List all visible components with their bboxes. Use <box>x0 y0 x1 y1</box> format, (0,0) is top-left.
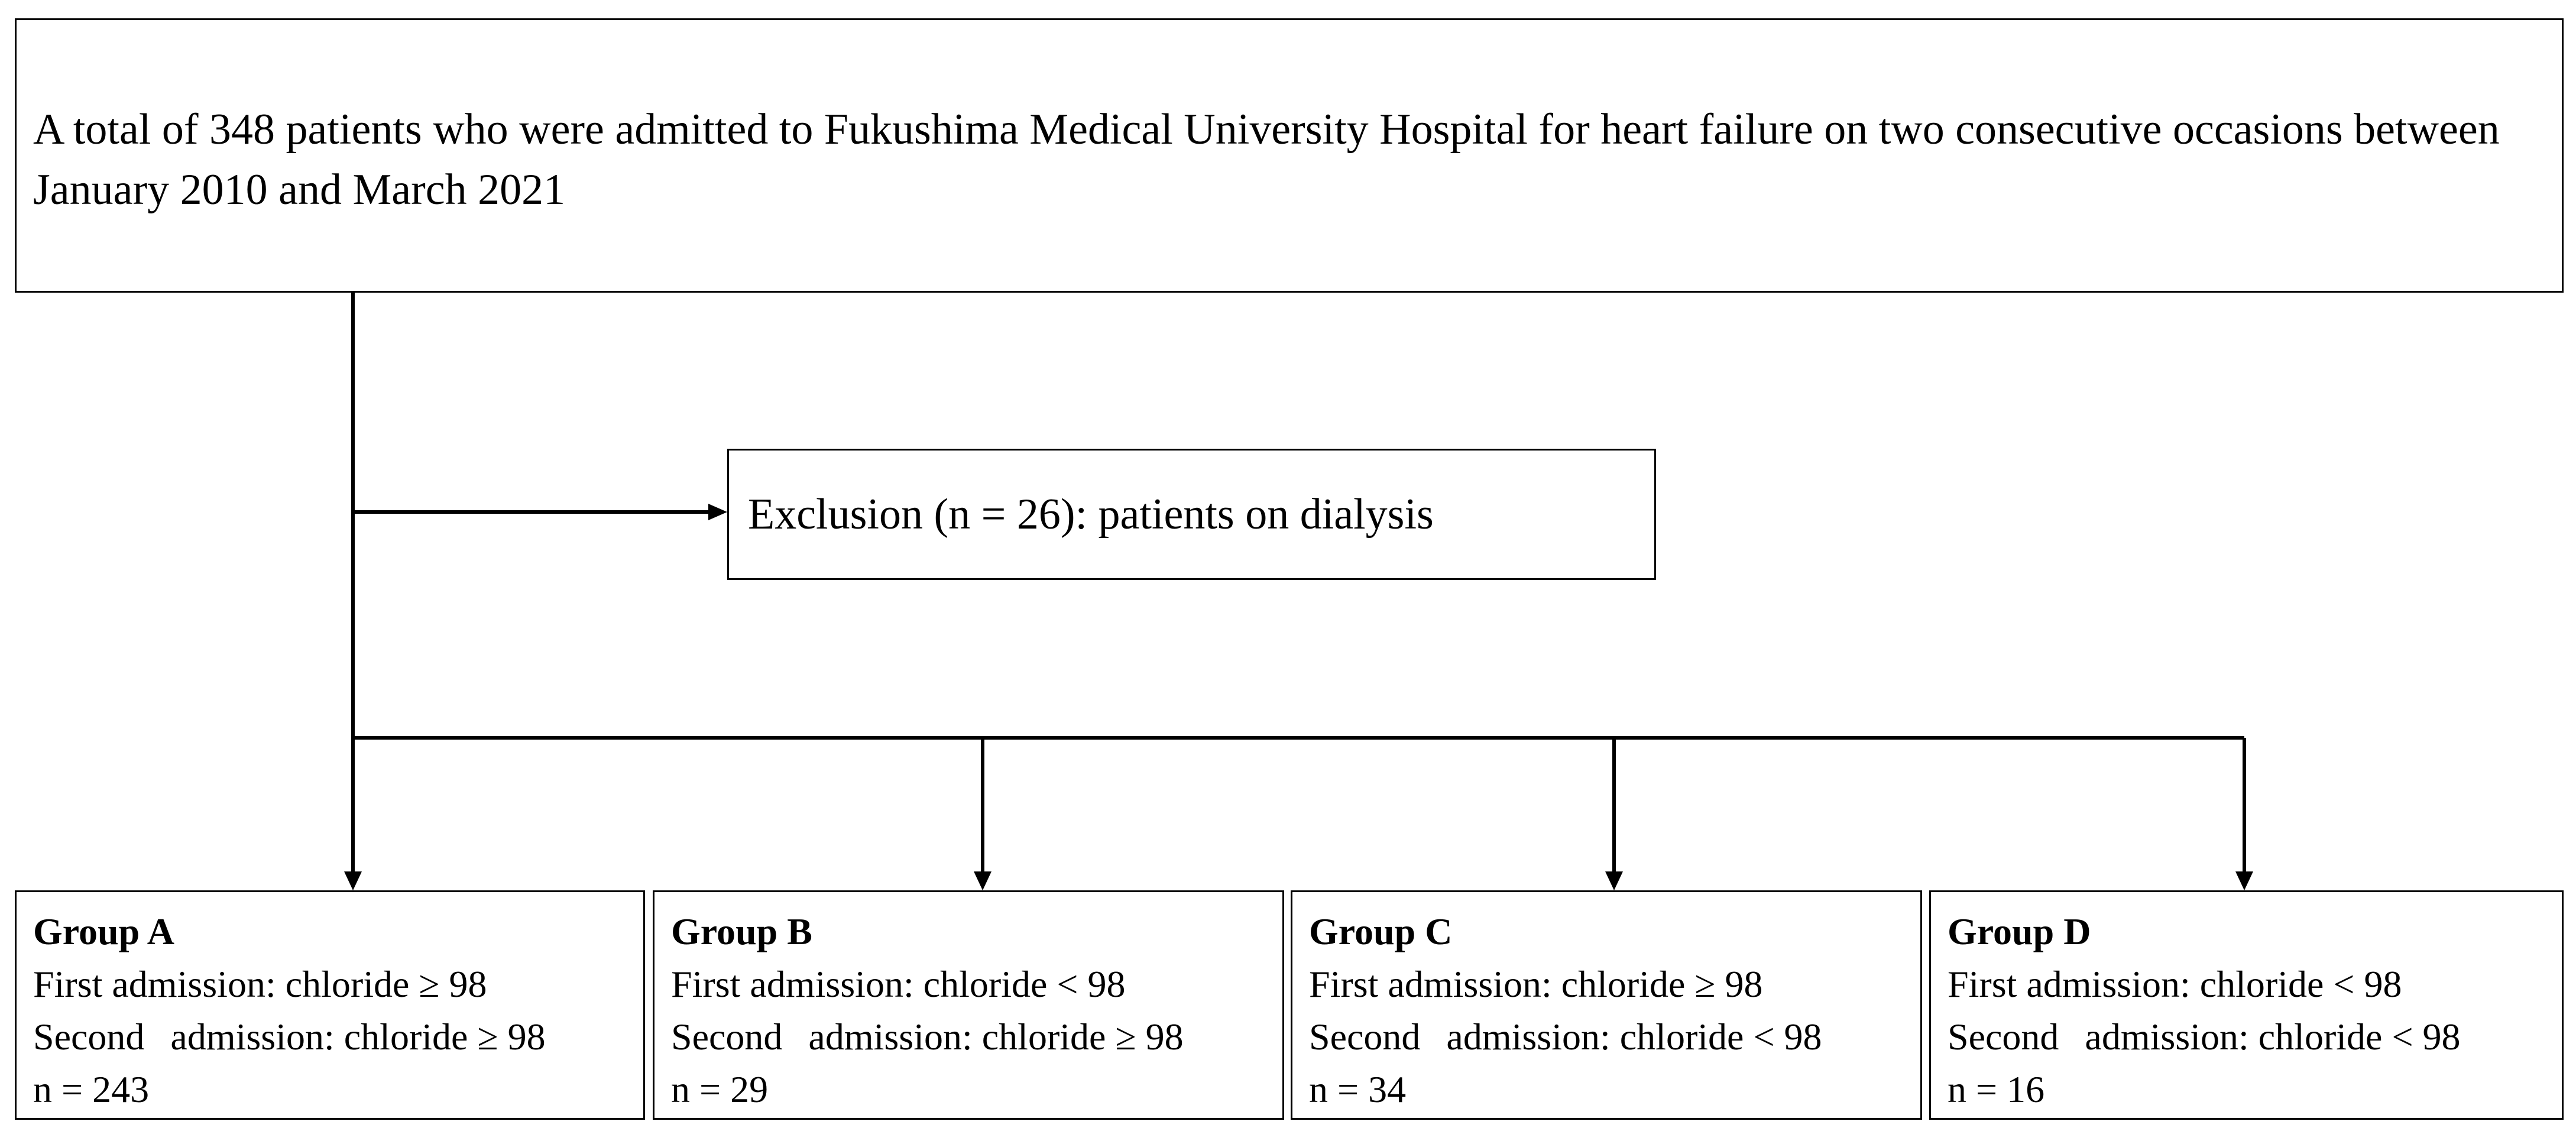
second-admission-line <box>1309 1010 1914 1063</box>
group-count: n = 16 <box>1948 1068 2045 1110</box>
arrowhead-d <box>2235 871 2253 890</box>
second-admission-text: admission: chloride ≥ 98 <box>170 1016 546 1058</box>
group-a-box <box>15 890 645 1120</box>
second-admission-text: admission: chloride < 98 <box>2085 1016 2461 1058</box>
second-admission-text: admission: chloride < 98 <box>1446 1016 1822 1058</box>
total-patients-box <box>15 18 2564 293</box>
group-d-box <box>1929 890 2564 1120</box>
group-title: Group B <box>671 910 812 952</box>
exclusion-box <box>727 449 1656 580</box>
group-title: Group C <box>1309 910 1453 952</box>
group-title: Group D <box>1948 910 2091 952</box>
first-admission-text: First admission: chloride < 98 <box>1948 963 2402 1005</box>
second-label: Second <box>671 1016 783 1058</box>
second-admission-line <box>33 1010 637 1063</box>
total-patients-text: A total of 348 patients who were admitted to Fukushima Medical University Hospital for heart failure on two consecutive occasions between January 2010 and March 2021 <box>33 105 2500 214</box>
exclusion-text: Exclusion (n = 26): patients on dialysis <box>748 490 1434 539</box>
second-label: Second <box>1309 1016 1421 1058</box>
second-admission-line <box>1948 1010 2556 1063</box>
first-admission-text: First admission: chloride ≥ 98 <box>33 963 487 1005</box>
group-count: n = 243 <box>33 1068 150 1110</box>
second-admission-line <box>671 1010 1276 1063</box>
first-admission-text: First admission: chloride < 98 <box>671 963 1126 1005</box>
arrowhead-a <box>344 871 362 890</box>
first-admission-text: First admission: chloride ≥ 98 <box>1309 963 1763 1005</box>
second-label: Second <box>33 1016 145 1058</box>
group-b-box <box>653 890 1284 1120</box>
second-admission-text: admission: chloride ≥ 98 <box>808 1016 1184 1058</box>
exclusion-arrowhead <box>708 504 727 520</box>
arrowhead-b <box>974 871 991 890</box>
group-count: n = 34 <box>1309 1068 1407 1110</box>
group-count: n = 29 <box>671 1068 769 1110</box>
group-title: Group A <box>33 910 174 952</box>
arrowhead-c <box>1605 871 1623 890</box>
second-label: Second <box>1948 1016 2059 1058</box>
group-c-box <box>1291 890 1922 1120</box>
